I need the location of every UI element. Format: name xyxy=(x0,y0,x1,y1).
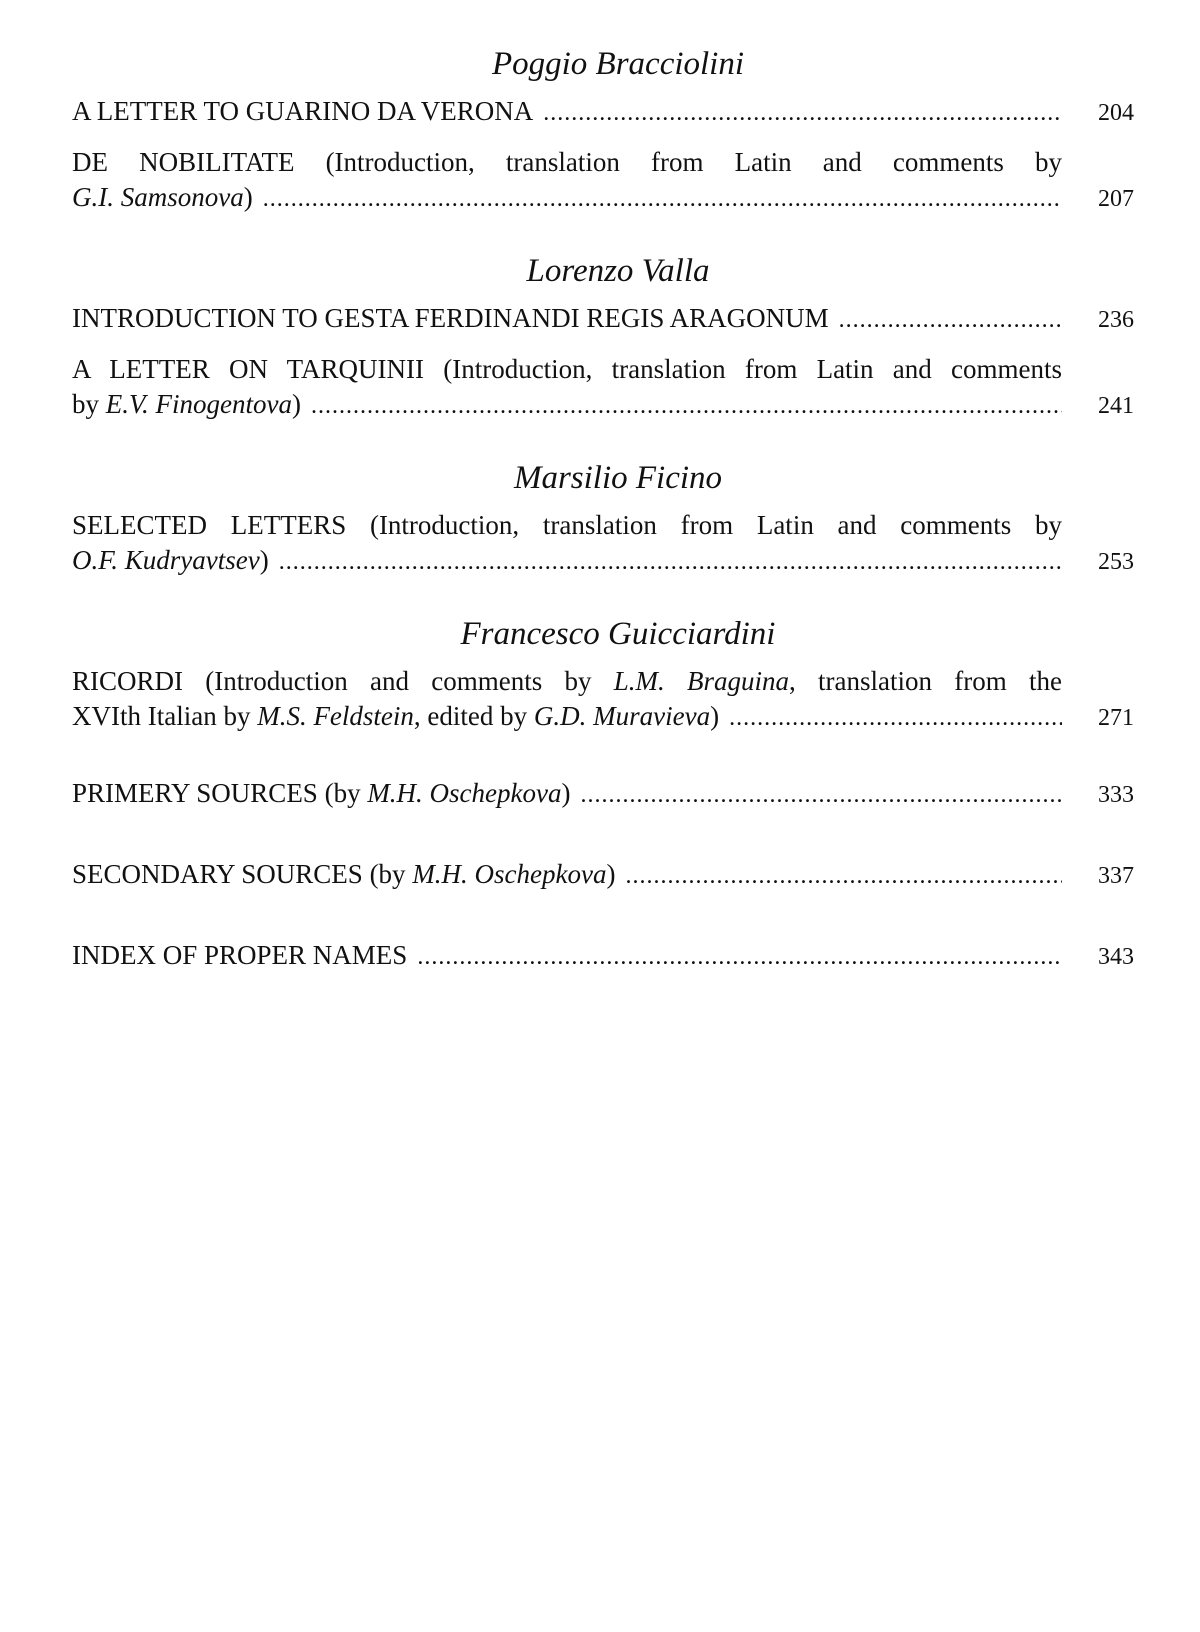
entry-title xyxy=(72,664,1062,736)
toc-entry[interactable] xyxy=(72,94,1134,131)
toc-entry[interactable] xyxy=(72,301,1134,338)
dot-leader xyxy=(311,389,1062,424)
toc-section xyxy=(72,776,1134,813)
toc-entry[interactable] xyxy=(72,938,1134,975)
entry-text-segment: , translation from the xyxy=(789,666,1062,696)
entry-text-segment: SECONDARY SOURCES (by xyxy=(72,859,413,889)
entry-text-segment: , edited by xyxy=(413,701,534,731)
dot-leader xyxy=(729,701,1062,736)
page-number: 343 xyxy=(1098,944,1134,970)
toc-entry[interactable] xyxy=(72,145,1134,217)
entry-text-segment: XVIth Italian by xyxy=(72,701,258,731)
contributor-name: E.V. Finogentova xyxy=(105,389,292,419)
dot-leader xyxy=(839,303,1062,338)
toc-entry[interactable] xyxy=(72,857,1134,894)
entry-text-segment: DE NOBILITATE (Introduction, translation from Latin and comments by xyxy=(72,147,1062,177)
entry-title xyxy=(72,352,1062,424)
entry-title xyxy=(72,776,1062,813)
entry-text-segment: by xyxy=(72,389,106,419)
page-number: 241 xyxy=(1098,393,1134,419)
dot-leader xyxy=(263,182,1062,217)
toc-section xyxy=(72,938,1134,975)
contributor-name: G.I. Samsonova xyxy=(72,182,244,212)
contributor-name: M.S. Feldstein xyxy=(257,701,414,731)
section-author-heading: Poggio Bracciolini xyxy=(491,46,745,82)
entry-text-segment: ) xyxy=(561,778,571,808)
dot-leader xyxy=(417,940,1062,975)
page-number: 271 xyxy=(1098,705,1134,731)
entry-text-segment: ) xyxy=(243,182,253,212)
entry-text-segment: ) xyxy=(291,389,301,419)
section-author-heading: Marsilio Ficino xyxy=(513,460,723,496)
page-number: 337 xyxy=(1098,863,1134,889)
page-number: 333 xyxy=(1098,782,1134,808)
dot-leader xyxy=(581,778,1063,813)
entry-title xyxy=(72,938,1062,975)
entry-text-segment: ) xyxy=(606,859,616,889)
entry-text-segment: A LETTER TO GUARINO DA VERONA xyxy=(72,96,534,126)
entry-text-segment: INDEX OF PROPER NAMES xyxy=(72,940,408,970)
entry-text-segment: RICORDI (Introduction and comments by xyxy=(72,666,614,696)
toc-entry[interactable] xyxy=(72,776,1134,813)
page-number: 253 xyxy=(1098,549,1134,575)
entry-title xyxy=(72,145,1062,217)
entry-text-segment: SELECTED LETTERS (Introduction, translation from Latin and comments by xyxy=(72,510,1062,540)
toc-entry[interactable] xyxy=(72,508,1134,580)
toc-section xyxy=(72,44,1134,217)
entry-text-segment: ) xyxy=(259,545,269,575)
entry-text-segment: A LETTER ON TARQUINII (Introduction, translation from Latin and comments xyxy=(72,354,1062,384)
section-author-heading: Lorenzo Valla xyxy=(526,253,710,289)
dot-leader xyxy=(543,96,1062,131)
toc-section xyxy=(72,857,1134,894)
toc-entry[interactable] xyxy=(72,352,1134,424)
entry-text-segment: ) xyxy=(710,701,720,731)
contributor-name: G.D. Muravieva xyxy=(533,701,711,731)
contributor-name: M.H. Oschepkova xyxy=(367,778,562,808)
contributor-name: M.H. Oschepkova xyxy=(412,859,607,889)
entry-title xyxy=(72,857,1062,894)
table-of-contents xyxy=(72,44,1134,989)
dot-leader xyxy=(626,859,1063,894)
contributor-name: L.M. Braguina xyxy=(613,666,790,696)
entry-text-segment: PRIMERY SOURCES (by xyxy=(72,778,368,808)
toc-entry[interactable] xyxy=(72,664,1134,736)
toc-section xyxy=(72,251,1134,424)
page-number: 204 xyxy=(1098,100,1134,126)
entry-text-segment: INTRODUCTION TO GESTA FERDINANDI REGIS ARAGONUM xyxy=(72,303,829,333)
toc-section xyxy=(72,614,1134,736)
entry-title xyxy=(72,94,1062,131)
page-number: 207 xyxy=(1098,186,1134,212)
entry-title xyxy=(72,301,1062,338)
page-number: 236 xyxy=(1098,307,1134,333)
entry-title xyxy=(72,508,1062,580)
dot-leader xyxy=(279,545,1062,580)
section-author-heading: Francesco Guicciardini xyxy=(460,616,776,652)
contributor-name: O.F. Kudryavtsev xyxy=(72,545,260,575)
toc-section xyxy=(72,458,1134,580)
